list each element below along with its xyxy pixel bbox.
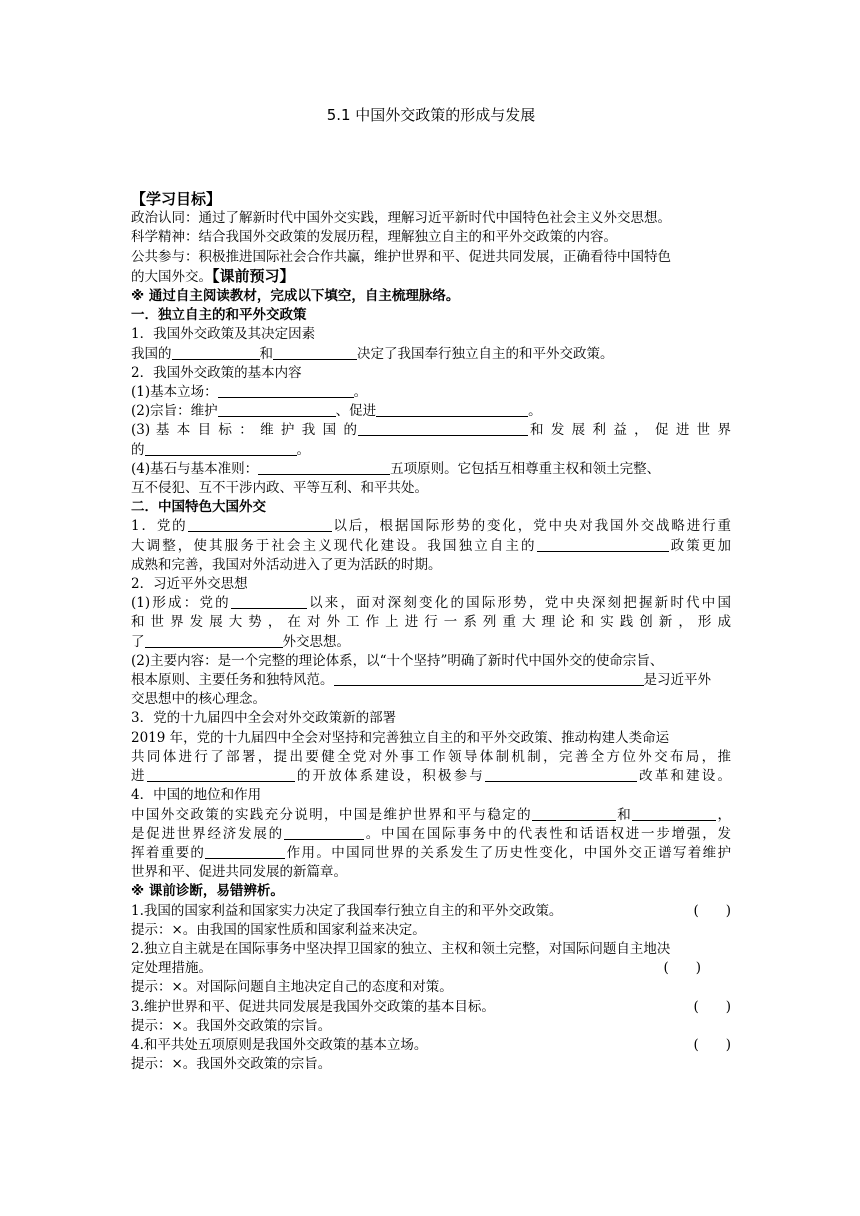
subsection-heading: 1．我国外交政策及其决定因素 bbox=[131, 326, 316, 343]
blank[interactable] bbox=[532, 806, 616, 821]
text-line: 互不侵犯、互不干涉内政、平等互利、和平共处。 bbox=[131, 480, 428, 497]
objectives-heading: 【学习目标】 bbox=[131, 190, 222, 208]
subsection-heading: 4．中国的地位和作用 bbox=[131, 787, 262, 804]
blank[interactable] bbox=[334, 671, 644, 686]
fill-line: 我国的 和 决定了我国奉行独立自主的和平外交政策。 bbox=[131, 345, 614, 362]
answer-paren[interactable]: ( ) bbox=[693, 1036, 731, 1053]
fill-line: (3) 基 本 目 标 ： 维 护 我 国 的 和 发 展 利 益 ， 促 进 世 界 bbox=[131, 422, 731, 439]
blank[interactable] bbox=[188, 517, 332, 532]
preview-heading: 【课前预习】 bbox=[212, 266, 295, 285]
blank[interactable] bbox=[632, 806, 716, 821]
question-line: 1.我国的国家利益和国家实力决定了我国奉行独立自主的和平外交政策。 ( ) bbox=[131, 902, 731, 921]
hint-line: 提示：×。由我国的国家性质和国家利益来决定。 bbox=[131, 921, 426, 938]
question-line: 2.独立自主就是在国际事务中坚决捍卫国家的独立、主权和领土完整，对国际问题自主地决 bbox=[131, 940, 671, 957]
fill-line: 了 外交思想。 bbox=[131, 633, 350, 650]
fill-line: 进 的开放体系建设，积极参与 改革和建设。 bbox=[131, 768, 732, 785]
blank[interactable] bbox=[145, 633, 283, 648]
fill-line: (1)基本立场： 。 bbox=[131, 384, 368, 401]
objective-line: 科学精神：结合我国外交政策的发展历程，理解独立自主的和平外交政策的内容。 bbox=[131, 229, 617, 246]
blank[interactable] bbox=[284, 825, 364, 840]
text-line: 交思想中的核心理念。 bbox=[131, 691, 266, 708]
blank[interactable] bbox=[485, 767, 637, 782]
hint-line: 提示：×。我国外交政策的宗旨。 bbox=[131, 1017, 332, 1034]
fill-line: (1)形成：党的 以来，面对深刻变化的国际形势，党中央深刻把握新时代中国 bbox=[131, 595, 731, 612]
fill-line: 的 。 bbox=[131, 441, 310, 458]
subsection-heading: 3．党的十九届四中全会对外交政策新的部署 bbox=[131, 710, 397, 727]
objective-line: 政治认同：通过了解新时代中国外交实践，理解习近平新时代中国特色社会主义外交思想。 bbox=[131, 210, 671, 227]
hint-line: 提示：×。对国际问题自主地决定自己的态度和对策。 bbox=[131, 979, 453, 996]
objective-line: 公共参与：积极推进国际社会合作共赢，维护世界和平、促进共同发展，正确看待中国特色 bbox=[131, 248, 671, 265]
text-line: 成熟和完善，我国对外活动进入了更为活跃的时期。 bbox=[131, 556, 442, 573]
answer-paren[interactable]: ( ) bbox=[693, 902, 731, 919]
answer-paren[interactable]: ( ) bbox=[693, 998, 731, 1015]
answer-paren[interactable]: ( ) bbox=[663, 960, 701, 977]
fill-line: 大调整，使其服务于社会主义现代化建设。我国独立自主的 政策更加 bbox=[131, 537, 732, 554]
subsection-heading: 2．习近平外交思想 bbox=[131, 576, 248, 593]
objective-line: 的大国外交。【课前预习】 bbox=[131, 266, 295, 285]
fill-line: (2)宗旨：维护 、促进 。 bbox=[131, 403, 542, 420]
blank[interactable] bbox=[147, 767, 295, 782]
text-line: 2019 年，党的十九届四中全会对坚持和完善独立自主的和平外交政策、推动构建人类命运 bbox=[131, 729, 670, 746]
blank[interactable] bbox=[358, 421, 528, 436]
question-line: 定处理措施。 ( ) bbox=[131, 959, 731, 978]
text-line: (2)主要内容：是一个完整的理论体系，以“十个坚持”明确了新时代中国外交的使命宗旨、 bbox=[131, 652, 664, 669]
fill-line: (4)基石与基本准则： 五项原则。它包括互相尊重主权和领土完整、 bbox=[131, 460, 661, 477]
hint-line: 提示：×。我国外交政策的宗旨。 bbox=[131, 1056, 332, 1073]
diagnosis-heading: ※ 课前诊断，易错辨析。 bbox=[131, 883, 284, 900]
question-line: 3.维护世界和平、促进共同发展是我国外交政策的基本目标。 ( ) bbox=[131, 998, 731, 1017]
text-line: 和 世 界 发 展 大 势 ， 在 对 外 工 作 上 进 行 一 系 列 重 大 理 论 和 实 践 创 新 ， 形 成 bbox=[131, 614, 731, 631]
preview-instruction: ※ 通过自主阅读教材，完成以下填空，自主梳理脉络。 bbox=[131, 288, 460, 305]
blank[interactable] bbox=[172, 345, 260, 360]
section-heading: 二．中国特色大国外交 bbox=[131, 499, 266, 516]
fill-line: 根本原则、主要任务和独特风范。 是习近平外 bbox=[131, 672, 711, 689]
question-line: 4.和平共处五项原则是我国外交政策的基本立场。 ( ) bbox=[131, 1036, 731, 1055]
text-line: 世界和平、促进共同发展的新篇章。 bbox=[131, 864, 347, 881]
fill-line: 挥着重要的 作用。中国同世界的关系发生了历史性变化，中国外交正谱写着维护 bbox=[131, 844, 732, 861]
fill-line: 中国外交政策的实践充分说明，中国是维护世界和平与稳定的 和 ， bbox=[131, 806, 732, 823]
blank[interactable] bbox=[258, 460, 390, 475]
document-body bbox=[131, 190, 731, 1074]
section-heading: 一．独立自主的和平外交政策 bbox=[131, 307, 307, 324]
subsection-heading: 2．我国外交政策的基本内容 bbox=[131, 364, 302, 381]
blank[interactable] bbox=[231, 594, 307, 609]
blank[interactable] bbox=[145, 441, 297, 456]
fill-line: 是促进世界经济发展的 。中国在国际事务中的代表性和话语权进一步增强，发 bbox=[131, 825, 732, 842]
blank[interactable] bbox=[218, 383, 354, 398]
blank[interactable] bbox=[537, 537, 669, 552]
blank[interactable] bbox=[376, 402, 528, 417]
blank[interactable] bbox=[218, 402, 336, 417]
blank[interactable] bbox=[205, 844, 285, 859]
fill-line: 1．党的 以后，根据国际形势的变化，党中央对我国外交战略进行重 bbox=[131, 518, 731, 535]
blank[interactable] bbox=[273, 345, 357, 360]
page-title: 5.1 中国外交政策的形成与发展 bbox=[326, 106, 536, 124]
text-line: 共同体进行了部署，提出要健全党对外事工作领导体制机制，完善全方位外交布局，推 bbox=[131, 748, 731, 765]
